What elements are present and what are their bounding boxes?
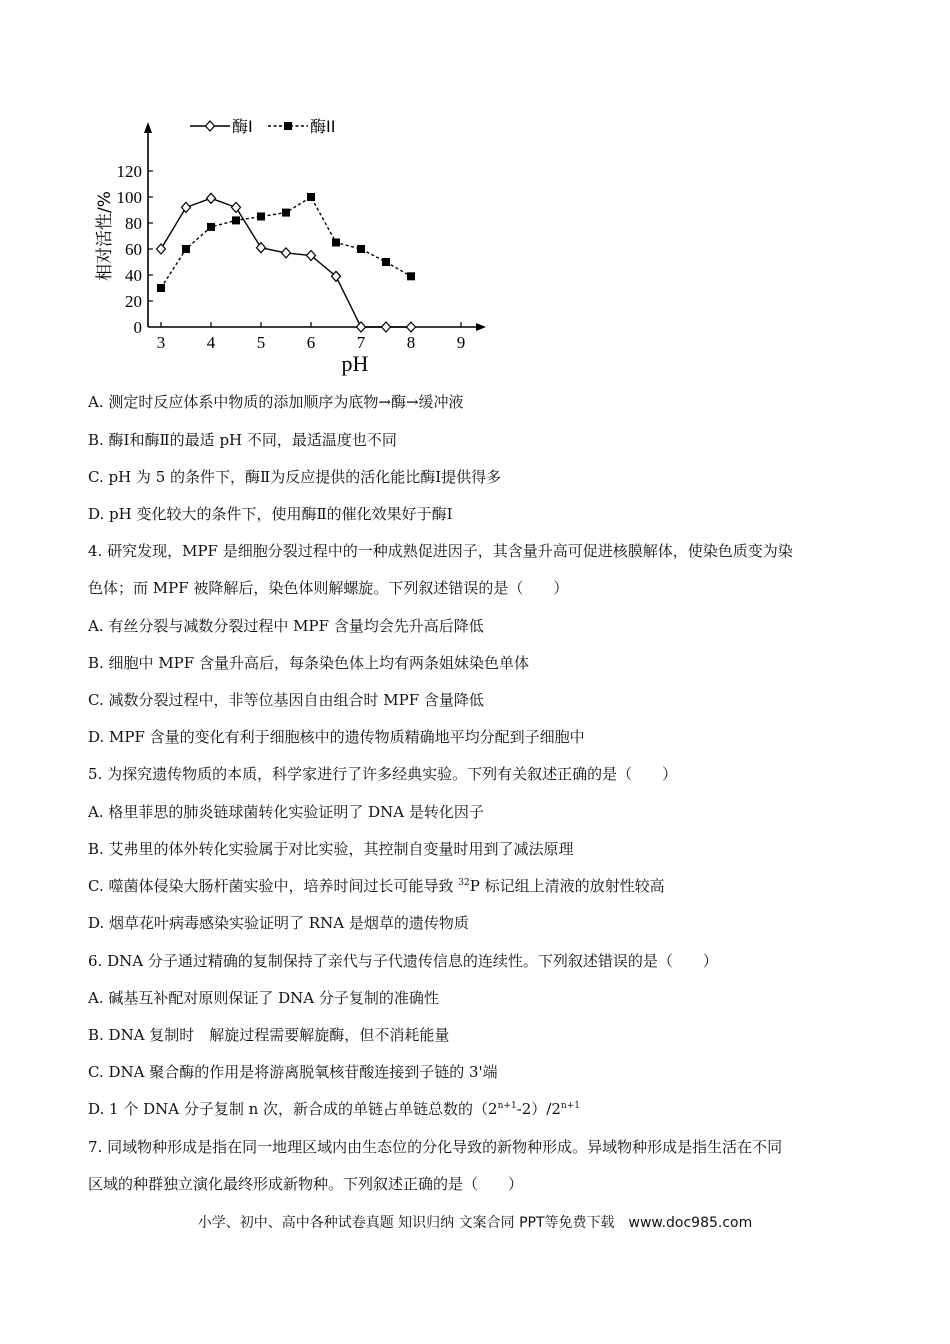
x-tick-label: 4 [206,333,216,352]
y-tick-label: 60 [125,240,142,259]
point-enzyme-1 [382,322,391,332]
option-3d: D. pH 变化较大的条件下，使用酶Ⅱ的催化效果好于酶Ⅰ [88,505,453,523]
point-enzyme-1 [182,202,191,212]
chart-legend [190,117,335,136]
option-6d: D. 1 个 DNA 分子复制 n 次，新合成的单链占单链总数的$(2^{n+1}-2)/2^{n+1}$ [88,1100,580,1118]
option-4d: D. MPF 含量的变化有利于细胞核中的遗传物质精确地平均分配到子细胞中 [88,728,585,746]
option-5a: A. 格里菲思的肺炎链球菌转化实验证明了 DNA 是转化因子 [88,803,484,821]
point-enzyme-2 [332,239,340,247]
y-tick-label: 100 [116,188,142,207]
point-enzyme-1 [357,322,366,332]
point-enzyme-2 [307,193,315,201]
point-enzyme-1 [407,322,416,332]
point-enzyme-2 [407,272,415,280]
question-5: 5. 为探究遗传物质的本质，科学家进行了许多经典实验。下列有关叙述正确的是（ ） [88,765,678,783]
page-footer: 小学、初中、高中各种试卷真题 知识归纳 文案合同 PPT等免费下载 www.doc985.com [197,1215,753,1231]
x-axis-arrow [476,323,486,331]
point-enzyme-1 [282,248,291,258]
x-tick-label: 7 [356,333,366,352]
y-tick-label: 20 [125,292,142,311]
point-enzyme-1 [257,243,266,253]
point-enzyme-2 [257,213,265,221]
point-enzyme-1 [232,202,241,212]
chart-axes [95,122,486,376]
question-7-line1: 7. 同域物种形成是指在同一地理区域内由生态位的分化导致的新物种形成。异域物种形成是指生活在不同 [88,1138,783,1156]
x-tick-label: 5 [256,333,266,352]
enzyme-activity-chart [90,108,510,378]
option-3c: C. pH 为 5 的条件下，酶Ⅱ为反应提供的活化能比酶Ⅰ提供得多 [88,468,502,486]
point-enzyme-2 [282,209,290,217]
series-line-1 [161,198,411,327]
question-7-line2: 区域的种群独立演化最终形成新物种。下列叙述正确的是（ ） [88,1175,524,1193]
point-enzyme-2 [232,216,240,224]
point-enzyme-2 [382,258,390,266]
point-enzyme-1 [207,193,216,203]
option-3a: A. 测定时反应体系中物质的添加顺序为底物→酶→缓冲液 [88,393,464,411]
x-tick-label: 6 [306,333,316,352]
option-4b: B. 细胞中 MPF 含量升高后，每条染色体上均有两条姐妹染色单体 [88,654,529,672]
x-tick-label: 8 [406,333,416,352]
x-tick-label: 9 [456,333,466,352]
option-5c: C. 噬菌体侵染大肠杆菌实验中，培养时间过长可能导致 $^{32}$P 标记组上清液的放射性较高 [88,877,665,895]
point-enzyme-1 [157,244,166,254]
option-4c: C. 减数分裂过程中，非等位基因自由组合时 MPF 含量降低 [88,691,484,709]
question-4-line2: 色体；而 MPF 被降解后，染色体则解螺旋。下列叙述错误的是（ ） [88,579,569,597]
option-6c: C. DNA 聚合酶的作用是将游离脱氧核苷酸连接到子链的 3'端 [88,1063,498,1081]
question-6: 6. DNA 分子通过精确的复制保持了亲代与子代遗传信息的连续性。下列叙述错误的是（ ） [88,952,718,970]
x-axis-label: pH [341,351,369,376]
y-tick-label: 120 [116,162,142,181]
option-4a: A. 有丝分裂与减数分裂过程中 MPF 含量均会先升高后降低 [88,617,484,635]
chart-series [157,193,416,332]
legend-label-1: 酶I [232,117,253,136]
option-3b: B. 酶Ⅰ和酶Ⅱ的最适 pH 不同，最适温度也不同 [88,431,397,449]
y-tick-label: 0 [133,318,142,337]
point-enzyme-2 [357,245,365,253]
point-enzyme-2 [157,284,165,292]
y-axis-arrow [144,122,152,133]
question-4-line1: 4. 研究发现，MPF 是细胞分裂过程中的一种成熟促进因子，其含量升高可促进核膜解体，使染色质变为染 [88,542,793,560]
option-6b: B. DNA 复制时 解旋过程需要解旋酶，但不消耗能量 [88,1026,450,1044]
option-6a: A. 碱基互补配对原则保证了 DNA 分子复制的准确性 [88,989,439,1007]
y-axis-label: 相对活性/% [95,191,115,281]
point-enzyme-2 [207,223,215,231]
option-5b: B. 艾弗里的体外转化实验属于对比实验，其控制自变量时用到了减法原理 [88,840,574,858]
legend-label-2: 酶II [310,117,336,136]
option-5d: D. 烟草花叶病毒感染实验证明了 RNA 是烟草的遗传物质 [88,914,469,932]
legend-marker-1 [206,121,215,131]
point-enzyme-2 [182,245,190,253]
y-tick-label: 40 [125,266,142,285]
y-tick-label: 80 [125,214,142,233]
legend-marker-2 [284,122,292,130]
x-tick-label: 3 [156,333,166,352]
